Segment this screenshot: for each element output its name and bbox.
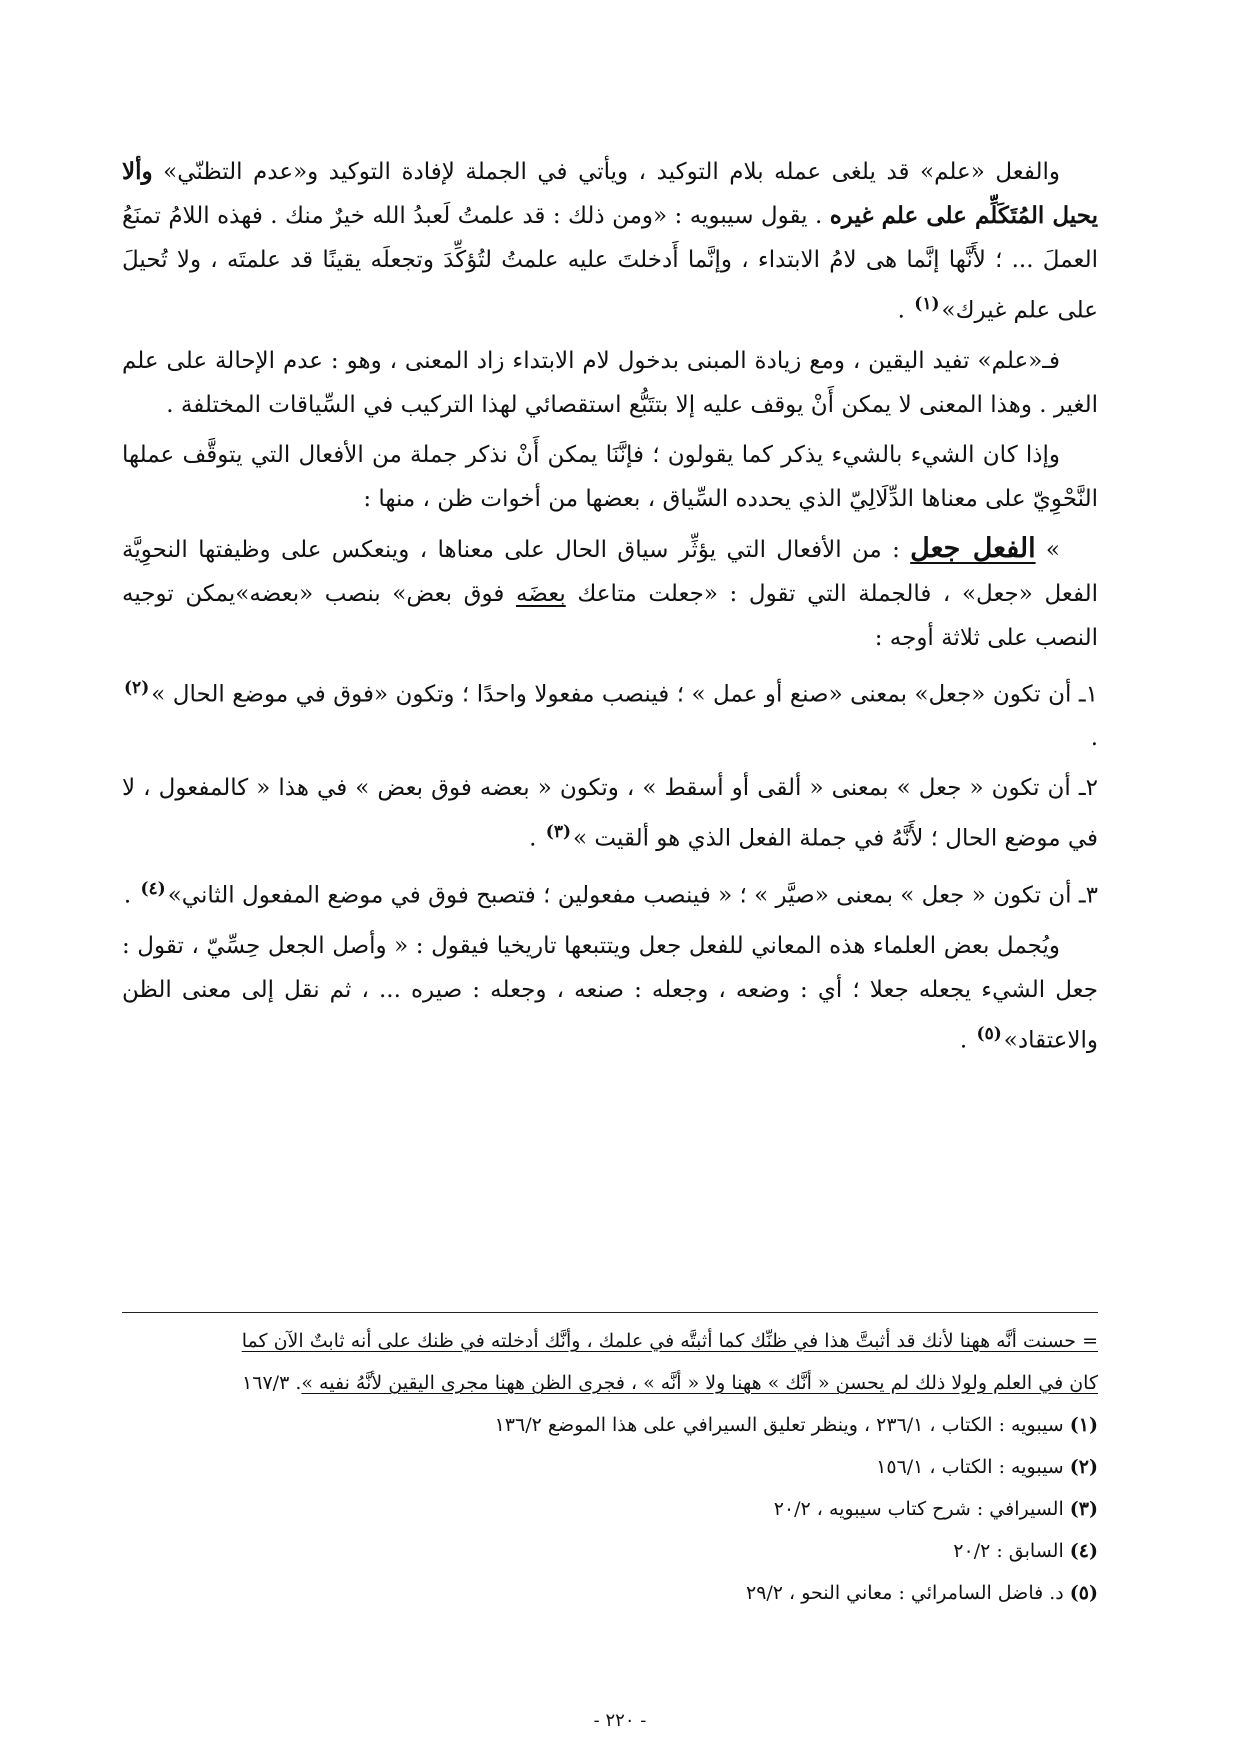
section-heading-jaal: الفعل جعل — [910, 532, 1036, 564]
quote-marker: » — [1035, 536, 1060, 563]
main-text — [122, 150, 1098, 1068]
list-item-text: أن تكون « جعل » بمعنى « ألقى أو أسقط » ، وتكون « بعضه فوق بعض » في هذا « كالمفعول ، لا في موضع الحال ؛ لأَنَّهُ في جملة الفعل الذي هو ألقيت » — [122, 775, 1098, 852]
footnote-ref-1[interactable]: (١) — [914, 294, 940, 314]
footnote-2 — [122, 1450, 1098, 1484]
paragraph-3: وإذا كان الشيء بالشيء يذكر كما يقولون ؛ فإنَّنَا يمكن أَنْ نذكر جملة من الأفعال التي يتوقَّف عملها النَّحْوِيّ على معناها الدِّلَالِيّ الذي يحدده السِّياق ، بعضها من أخوات ظن ، منها : — [122, 441, 1098, 512]
footnote-ref-2[interactable]: (٢) — [124, 677, 150, 698]
paragraph-1-text-a: والفعل «علم» قد يلغى عمله بلام التوكيد ، ويأتي في الجملة لإفادة التوكيد و«عدم التظنّي» — [152, 159, 1060, 185]
footnote-number: (٣) — [1069, 1498, 1098, 1520]
list-item-3 — [122, 867, 1098, 918]
footnote-continuation-line-1: = حسنت أنَّه ههنا لأنك قد أثبتَّ هذا في ظنِّك كما أثبتَّه في علمك ، وأنَّك أدخلته في ظنك على أنه ثابتٌ الآن كما — [241, 1330, 1098, 1352]
paragraph-1-text-c: . يقول سيبويه : «ومن ذلك : قد علمتُ لَعبدُ الله خيرٌ منك . فهذه اللامُ تمنَعُ العملَ ... ؛ لأَنَّها إنَّما هى لامُ الابتداء ، وإنَّما أَدخلتَ عليه علمتُ لتُؤكِّدَ وتجعلَه يقينًا قد علمتَه ، ولا تُحيلَ على علم غيرك» — [122, 203, 1098, 324]
footnote-continuation-ref: . ١٦٧/٣ — [242, 1372, 302, 1394]
paragraph-4-text-a: : من الأفعال التي يؤثِّر سياق الحال على معناها ، وينعكس على وظيفتها النحوِيَّة الفعل «جعل» ، فالجملة التي تقول : «جعلت متاعك — [122, 536, 1098, 607]
list-item-end: . — [1090, 725, 1098, 752]
footnote-3 — [122, 1492, 1098, 1526]
list-item-end: . — [123, 882, 139, 909]
footnote-separator — [122, 1312, 1098, 1313]
footnote-text: السيرافي : شرح كتاب سيبويه ، ٢٠/٢ — [773, 1498, 1070, 1520]
paragraph-1-end: . — [897, 297, 913, 324]
list-item-number: ٢ـ — [1070, 775, 1098, 802]
footnote-number: (٥) — [1069, 1582, 1098, 1604]
footnote-text: سيبويه : الكتاب ، ٢٣٦/١ ، وينظر تعليق السيرافي على هذا الموضع ١٣٦/٢ — [494, 1414, 1070, 1436]
footnote-text: د. فاضل السامرائي : معاني النحو ، ٢٩/٢ — [745, 1582, 1070, 1604]
footnote-number: (٤) — [1069, 1540, 1098, 1562]
footnote-4 — [122, 1534, 1098, 1568]
footnote-5 — [122, 1576, 1098, 1610]
footnote-number: (٢) — [1069, 1456, 1098, 1478]
paragraph-1 — [122, 150, 1098, 333]
paragraph-2: فـ«علم» تفيد اليقين ، ومع زيادة المبنى بدخول لام الابتداء زاد المعنى ، وهو : عدم الإحالة على علم الغير . وهذا المعنى لا يمكن أَنْ يوقف عليه إلا بتتَبُّع استقصائي لهذا التركيب في السِّياقات المختلفة . — [122, 347, 1098, 418]
paragraph-5-end: . — [959, 1027, 975, 1054]
paragraph-4-underlined-word: بعضَه — [515, 580, 566, 607]
list-item-number: ٣ـ — [1071, 882, 1098, 909]
page-number: - ٢٢٠ - — [593, 1710, 647, 1731]
footnotes — [122, 1324, 1098, 1618]
list-item-number: ١ـ — [1071, 681, 1098, 708]
list-item-1 — [122, 666, 1098, 761]
list-item-text: أن تكون «جعل» بمعنى «صنع أو عمل » ؛ فينصب مفعولا واحدًا ؛ وتكون «فوق في موضع الحال » — [151, 681, 1072, 708]
footnote-number: (١) — [1069, 1414, 1098, 1436]
list-item-text: أن تكون « جعل » بمعنى «صيَّر » ؛ « فينصب مفعولين ؛ فتصبح فوق في موضع المفعول الثاني» — [167, 882, 1072, 909]
paragraph-1-bold-phrase: وألا يحيل المُتَكَلِّم على علم غيره — [122, 158, 1098, 229]
footnote-1 — [122, 1408, 1098, 1442]
paragraph-5-text: ويُجمل بعض العلماء هذه المعاني للفعل جعل ويتتبعها تاريخيا فيقول : « وأصل الجعل حِسِّيّ ، تقول : جعل الشيء يجعله جعلا ؛ أي : وضعه ، وجعله : صنعه ، وجعله : صيره ... ، ثم نقل إلى معنى الظن والاعتقاد» — [122, 932, 1098, 1054]
footnote-text: السابق : ٢٠/٢ — [953, 1540, 1070, 1562]
list-item-2 — [122, 766, 1098, 861]
footnote-ref-4[interactable]: (٤) — [140, 878, 166, 899]
paragraph-4 — [122, 527, 1098, 660]
footnote-continuation-text: كان في العلم ولولا ذلك لم يحسن « أنَّك » ههنا ولا « أنَّه » ، فجرى الظن ههنا مجرى اليقين لأنَّهُ نفيه » — [301, 1372, 1098, 1394]
footnote-ref-3[interactable]: (٣) — [545, 822, 572, 843]
paragraph-4-text-c: فوق بعض» بنصب «بعضه»يمكن توجيه النصب على ثلاثة أوجه : — [122, 580, 1098, 651]
footnote-ref-5[interactable]: (٥) — [976, 1023, 1002, 1044]
footnote-continuation-line-2 — [122, 1366, 1098, 1400]
list-item-end: . — [529, 825, 544, 852]
paragraph-5 — [122, 924, 1098, 1063]
footnote-text: سيبويه : الكتاب ، ١٥٦/١ — [876, 1456, 1070, 1478]
